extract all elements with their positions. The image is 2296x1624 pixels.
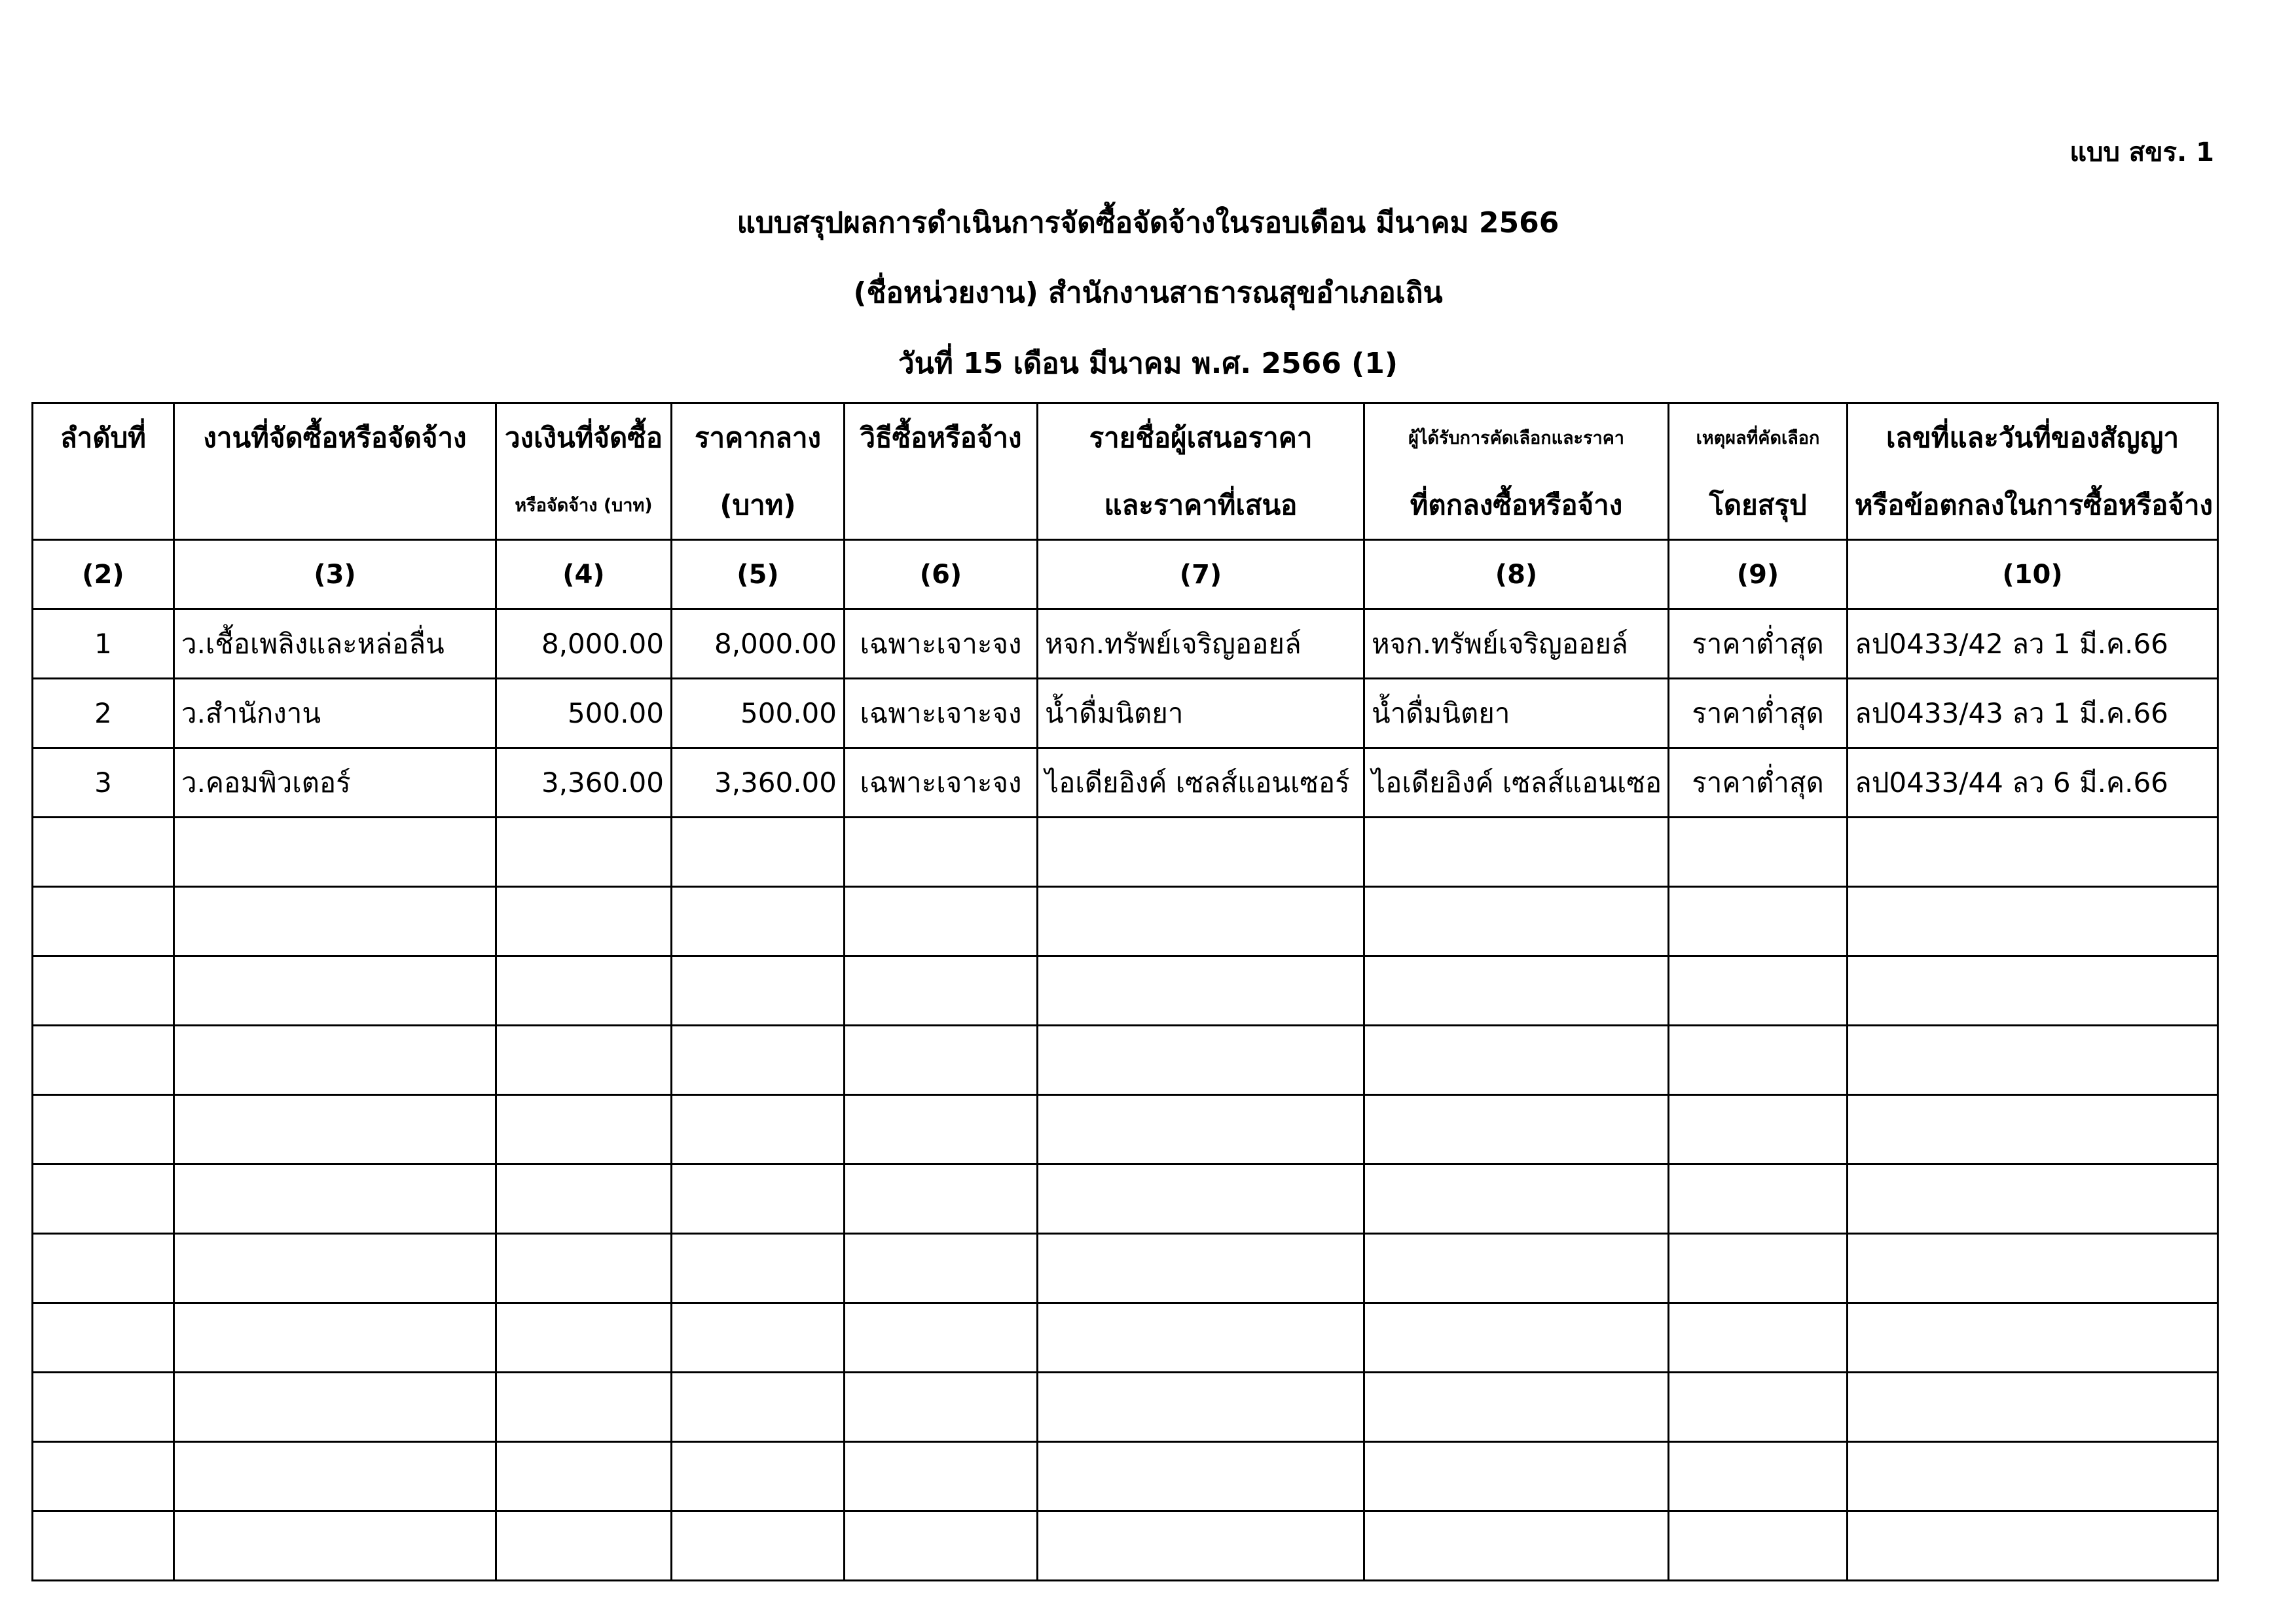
- row-number: 2: [33, 679, 174, 748]
- header-cell: ผู้ได้รับการคัดเลือกและราคา: [1364, 403, 1669, 472]
- column-number: (6): [845, 540, 1038, 609]
- column-number: (10): [1848, 540, 2218, 609]
- row-number: 3: [33, 748, 174, 818]
- empty-row: [33, 887, 2218, 956]
- contract-reference: ลป0433/42 ลว 1 มี.ค.66: [1848, 609, 2218, 679]
- column-number-row: [33, 540, 2218, 609]
- column-number: (9): [1669, 540, 1848, 609]
- procurement-method: เฉพาะเจาะจง: [845, 748, 1038, 818]
- empty-row: [33, 1373, 2218, 1442]
- median-price: 3,360.00: [672, 748, 845, 818]
- procurement-method: เฉพาะเจาะจง: [845, 679, 1038, 748]
- form-code: แบบ สขร. 1: [2069, 137, 2214, 168]
- table-row: [33, 679, 2218, 748]
- row-number: 1: [33, 609, 174, 679]
- bidder-name: ไอเดียอิงค์ เซลส์แอนเซอร์: [1038, 748, 1364, 818]
- budget-amount: 8,000.00: [496, 609, 672, 679]
- column-number: (2): [33, 540, 174, 609]
- empty-row: [33, 1026, 2218, 1095]
- header-cell: [33, 471, 174, 540]
- header-cell: รายชื่อผู้เสนอราคา: [1038, 403, 1364, 472]
- selection-reason: ราคาต่ำสุด: [1669, 679, 1848, 748]
- header-cell: เลขที่และวันที่ของสัญญา: [1848, 403, 2218, 472]
- header-cell: ที่ตกลงซื้อหรือจ้าง: [1364, 471, 1669, 540]
- selection-reason: ราคาต่ำสุด: [1669, 748, 1848, 818]
- procurement-item: ว.คอมพิวเตอร์: [174, 748, 496, 818]
- empty-row: [33, 1234, 2218, 1303]
- empty-row: [33, 1164, 2218, 1234]
- header-cell: โดยสรุป: [1669, 471, 1848, 540]
- procurement-method: เฉพาะเจาะจง: [845, 609, 1038, 679]
- empty-row: [33, 1442, 2218, 1511]
- header-cell: ราคากลาง: [672, 403, 845, 472]
- header-cell: และราคาที่เสนอ: [1038, 471, 1364, 540]
- header-cell: หรือข้อตกลงในการซื้อหรือจ้าง: [1848, 471, 2218, 540]
- table-row: [33, 609, 2218, 679]
- column-number: (5): [672, 540, 845, 609]
- header-cell: งานที่จัดซื้อหรือจัดจ้าง: [174, 403, 496, 472]
- empty-row: [33, 1511, 2218, 1581]
- header-cell: หรือจัดจ้าง (บาท): [496, 471, 672, 540]
- report-title: แบบสรุปผลการดำเนินการจัดซื้อจัดจ้างในรอบเดือน มีนาคม 2566: [737, 206, 1559, 240]
- selection-reason: ราคาต่ำสุด: [1669, 609, 1848, 679]
- header-cell: เหตุผลที่คัดเลือก: [1669, 403, 1848, 472]
- header-cell: วิธีซื้อหรือจ้าง: [845, 403, 1038, 472]
- budget-amount: 500.00: [496, 679, 672, 748]
- budget-amount: 3,360.00: [496, 748, 672, 818]
- selected-vendor: หจก.ทรัพย์เจริญออยล์: [1364, 609, 1669, 679]
- bidder-name: น้ำดื่มนิตยา: [1038, 679, 1364, 748]
- column-number: (4): [496, 540, 672, 609]
- header-row-1: [33, 403, 2218, 472]
- header-row-2: [33, 471, 2218, 540]
- header-cell: (บาท): [672, 471, 845, 540]
- selected-vendor: น้ำดื่มนิตยา: [1364, 679, 1669, 748]
- empty-row: [33, 956, 2218, 1026]
- agency-name: (ชื่อหน่วยงาน) สำนักงานสาธารณสุขอำเภอเถิน: [853, 276, 1443, 310]
- header-cell: [845, 471, 1038, 540]
- header-cell: ลำดับที่: [33, 403, 174, 472]
- empty-row: [33, 1095, 2218, 1164]
- header-cell: วงเงินที่จัดซื้อ: [496, 403, 672, 472]
- header-cell: [174, 471, 496, 540]
- column-number: (7): [1038, 540, 1364, 609]
- contract-reference: ลป0433/43 ลว 1 มี.ค.66: [1848, 679, 2218, 748]
- bidder-name: หจก.ทรัพย์เจริญออยล์: [1038, 609, 1364, 679]
- report-date: วันที่ 15 เดือน มีนาคม พ.ศ. 2566 (1): [898, 347, 1398, 380]
- selected-vendor: ไอเดียอิงค์ เซลส์แอนเซอ: [1364, 748, 1669, 818]
- median-price: 8,000.00: [672, 609, 845, 679]
- procurement-item: ว.เชื้อเพลิงและหล่อลื่น: [174, 609, 496, 679]
- column-number: (8): [1364, 540, 1669, 609]
- empty-row: [33, 818, 2218, 887]
- median-price: 500.00: [672, 679, 845, 748]
- procurement-table: [31, 402, 2219, 1581]
- procurement-item: ว.สำนักงาน: [174, 679, 496, 748]
- contract-reference: ลป0433/44 ลว 6 มี.ค.66: [1848, 748, 2218, 818]
- table-row: [33, 748, 2218, 818]
- empty-row: [33, 1303, 2218, 1373]
- column-number: (3): [174, 540, 496, 609]
